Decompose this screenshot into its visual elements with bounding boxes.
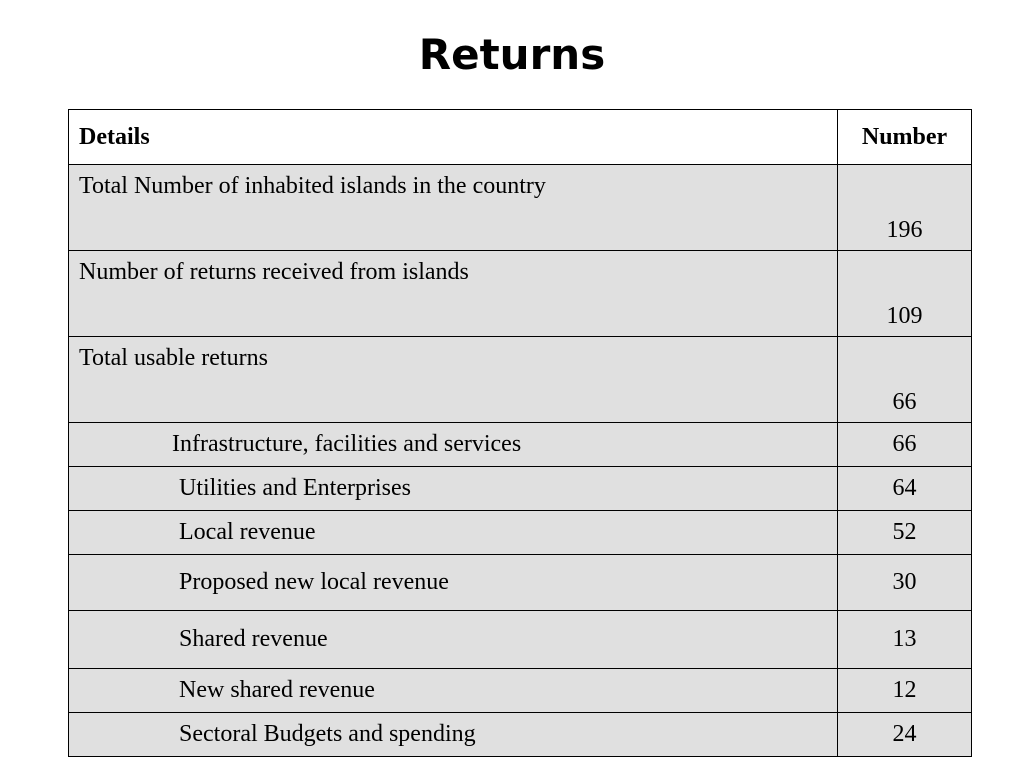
row-details: Sectoral Budgets and spending: [69, 713, 838, 757]
row-number: 24: [838, 713, 972, 757]
table-row: [69, 511, 972, 555]
table-row: [69, 713, 972, 757]
row-number: 12: [838, 669, 972, 713]
row-details: Infrastructure, facilities and services: [69, 423, 838, 467]
table-row: [69, 337, 972, 423]
row-number: 196: [838, 165, 972, 251]
row-details: Proposed new local revenue: [69, 555, 838, 611]
row-number: 64: [838, 467, 972, 511]
row-number: 30: [838, 555, 972, 611]
column-header-details: Details: [69, 110, 838, 165]
row-details: Shared revenue: [69, 611, 838, 669]
row-details: Number of returns received from islands: [69, 251, 838, 337]
table-row: [69, 669, 972, 713]
row-number: 66: [838, 423, 972, 467]
row-number: 52: [838, 511, 972, 555]
row-details: Total usable returns: [69, 337, 838, 423]
column-header-number: Number: [838, 110, 972, 165]
table-row: [69, 251, 972, 337]
row-details: New shared revenue: [69, 669, 838, 713]
row-details: Local revenue: [69, 511, 838, 555]
returns-table: [68, 109, 972, 757]
table-row: [69, 423, 972, 467]
row-number: 66: [838, 337, 972, 423]
row-number: 109: [838, 251, 972, 337]
row-details: Utilities and Enterprises: [69, 467, 838, 511]
row-number: 13: [838, 611, 972, 669]
table-row: [69, 467, 972, 511]
row-details: Total Number of inhabited islands in the country: [69, 165, 838, 251]
table-row: [69, 165, 972, 251]
table-row: [69, 555, 972, 611]
page-title: Returns: [418, 30, 606, 79]
table-header-row: [69, 110, 972, 165]
table-row: [69, 611, 972, 669]
